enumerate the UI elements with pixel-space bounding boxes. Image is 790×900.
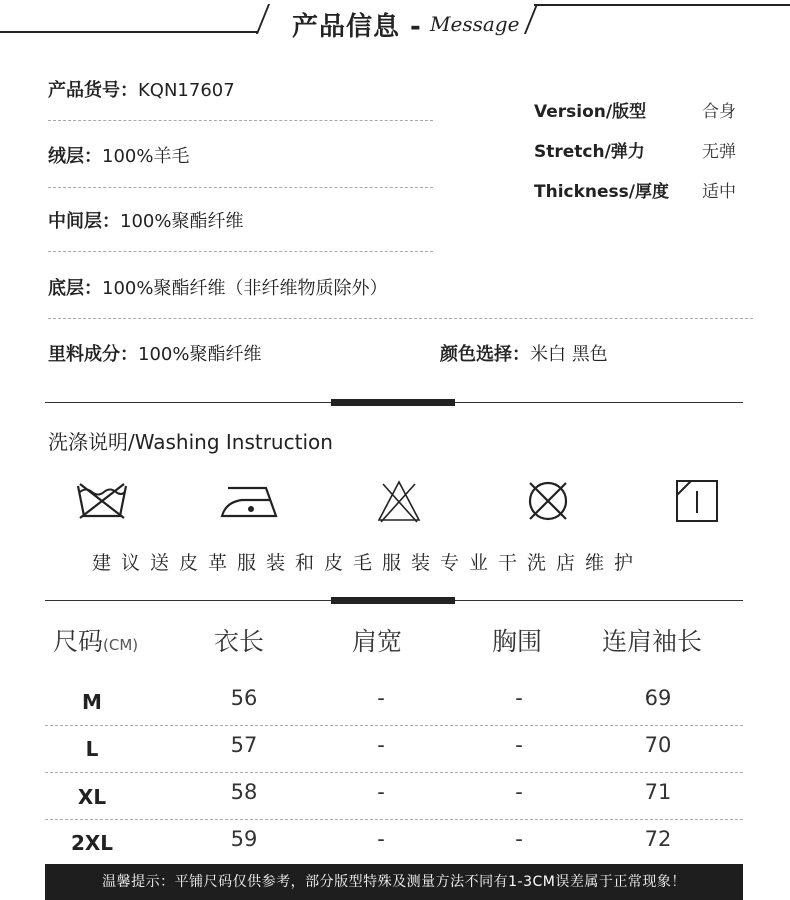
section-divider-accent [331,597,455,604]
table-cell: 69 [644,686,672,710]
table-cell: - [515,827,523,851]
no-dryclean-icon [525,478,571,524]
middle-layer-label: 中间层： [48,211,120,232]
table-cell: - [377,780,385,804]
row-divider [45,725,743,726]
col-header-sleeve: 连肩袖长 [602,627,703,656]
bottom-layer-value: 100%聚酯纤维（非纤维物质除外） [102,278,388,299]
velvet-layer-label: 绒层： [48,146,102,167]
table-cell: 59 [230,827,258,851]
row-divider [45,819,743,820]
divider [48,120,433,121]
bottom-layer-label: 底层： [48,278,102,299]
table-cell: - [515,686,523,710]
table-cell: 71 [644,780,672,804]
iron-low-icon [220,478,282,522]
middle-layer-row [48,207,243,233]
lining-value: 100%聚酯纤维 [138,344,262,365]
size-header [53,622,138,658]
drip-dry-icon [674,478,720,524]
table-cell: - [377,733,385,757]
col-header-length: 衣长 [214,627,265,656]
product-code-row [48,76,235,102]
table-cell: - [377,827,385,851]
row-size-2xl: 2XL [70,831,114,855]
footer-note: 温馨提示：平铺尺码仅供参考，部分版型特殊及测量方法不同有1-3CM误差属于正常现象！ [45,864,743,900]
spec-thickness-label: Thickness/厚度 [534,182,669,202]
spec-version-label: Version/版型 [534,102,647,122]
row-size-l: L [85,737,99,761]
section-divider-accent [331,399,455,406]
header-left-slash [256,4,270,34]
header-right-slash [524,4,538,34]
divider [48,251,433,252]
lining-label: 里料成分： [48,344,138,365]
no-bleach-icon [375,478,423,524]
table-cell: 58 [230,780,258,804]
section-title: 产品信息 - [292,12,422,42]
size-header-label: 尺码 [53,627,104,656]
col-header-chest: 胸围 [492,627,543,656]
washing-title: 洗涤说明/Washing Instruction [48,430,333,454]
spec-stretch-value: 无弹 [702,142,736,162]
table-cell: 57 [230,733,258,757]
care-advice: 建议送皮革服装和皮毛服装专业干洗店维护 [92,552,644,574]
row-divider [45,772,743,773]
spec-version-value: 合身 [702,102,736,122]
spec-thickness-value: 适中 [702,182,736,202]
table-cell: 70 [644,733,672,757]
size-header-unit: (CM) [103,636,139,654]
velvet-layer-value: 100%羊毛 [102,146,190,167]
product-code-value: KQN17607 [138,80,235,101]
color-value: 米白 黑色 [530,344,608,365]
velvet-layer-row [48,142,189,168]
middle-layer-value: 100%聚酯纤维 [120,211,244,232]
table-cell: - [515,780,523,804]
color-row [440,340,608,366]
table-cell: - [377,686,385,710]
divider [48,318,753,319]
row-size-xl: XL [77,785,107,809]
table-cell: 72 [644,827,672,851]
row-size-m: M [82,690,102,714]
brand-script: Message [430,12,520,36]
lining-row [48,340,261,366]
color-label: 颜色选择： [440,344,530,365]
header-right-line [534,4,790,6]
product-code-label: 产品货号： [48,80,138,101]
bottom-layer-row [48,274,387,300]
table-cell: - [515,733,523,757]
table-cell: 56 [230,686,258,710]
no-wash-icon [74,478,130,522]
col-header-shoulder: 肩宽 [352,627,403,656]
header-left-line [0,31,258,33]
divider [48,187,433,188]
spec-stretch-label: Stretch/弹力 [534,142,645,162]
